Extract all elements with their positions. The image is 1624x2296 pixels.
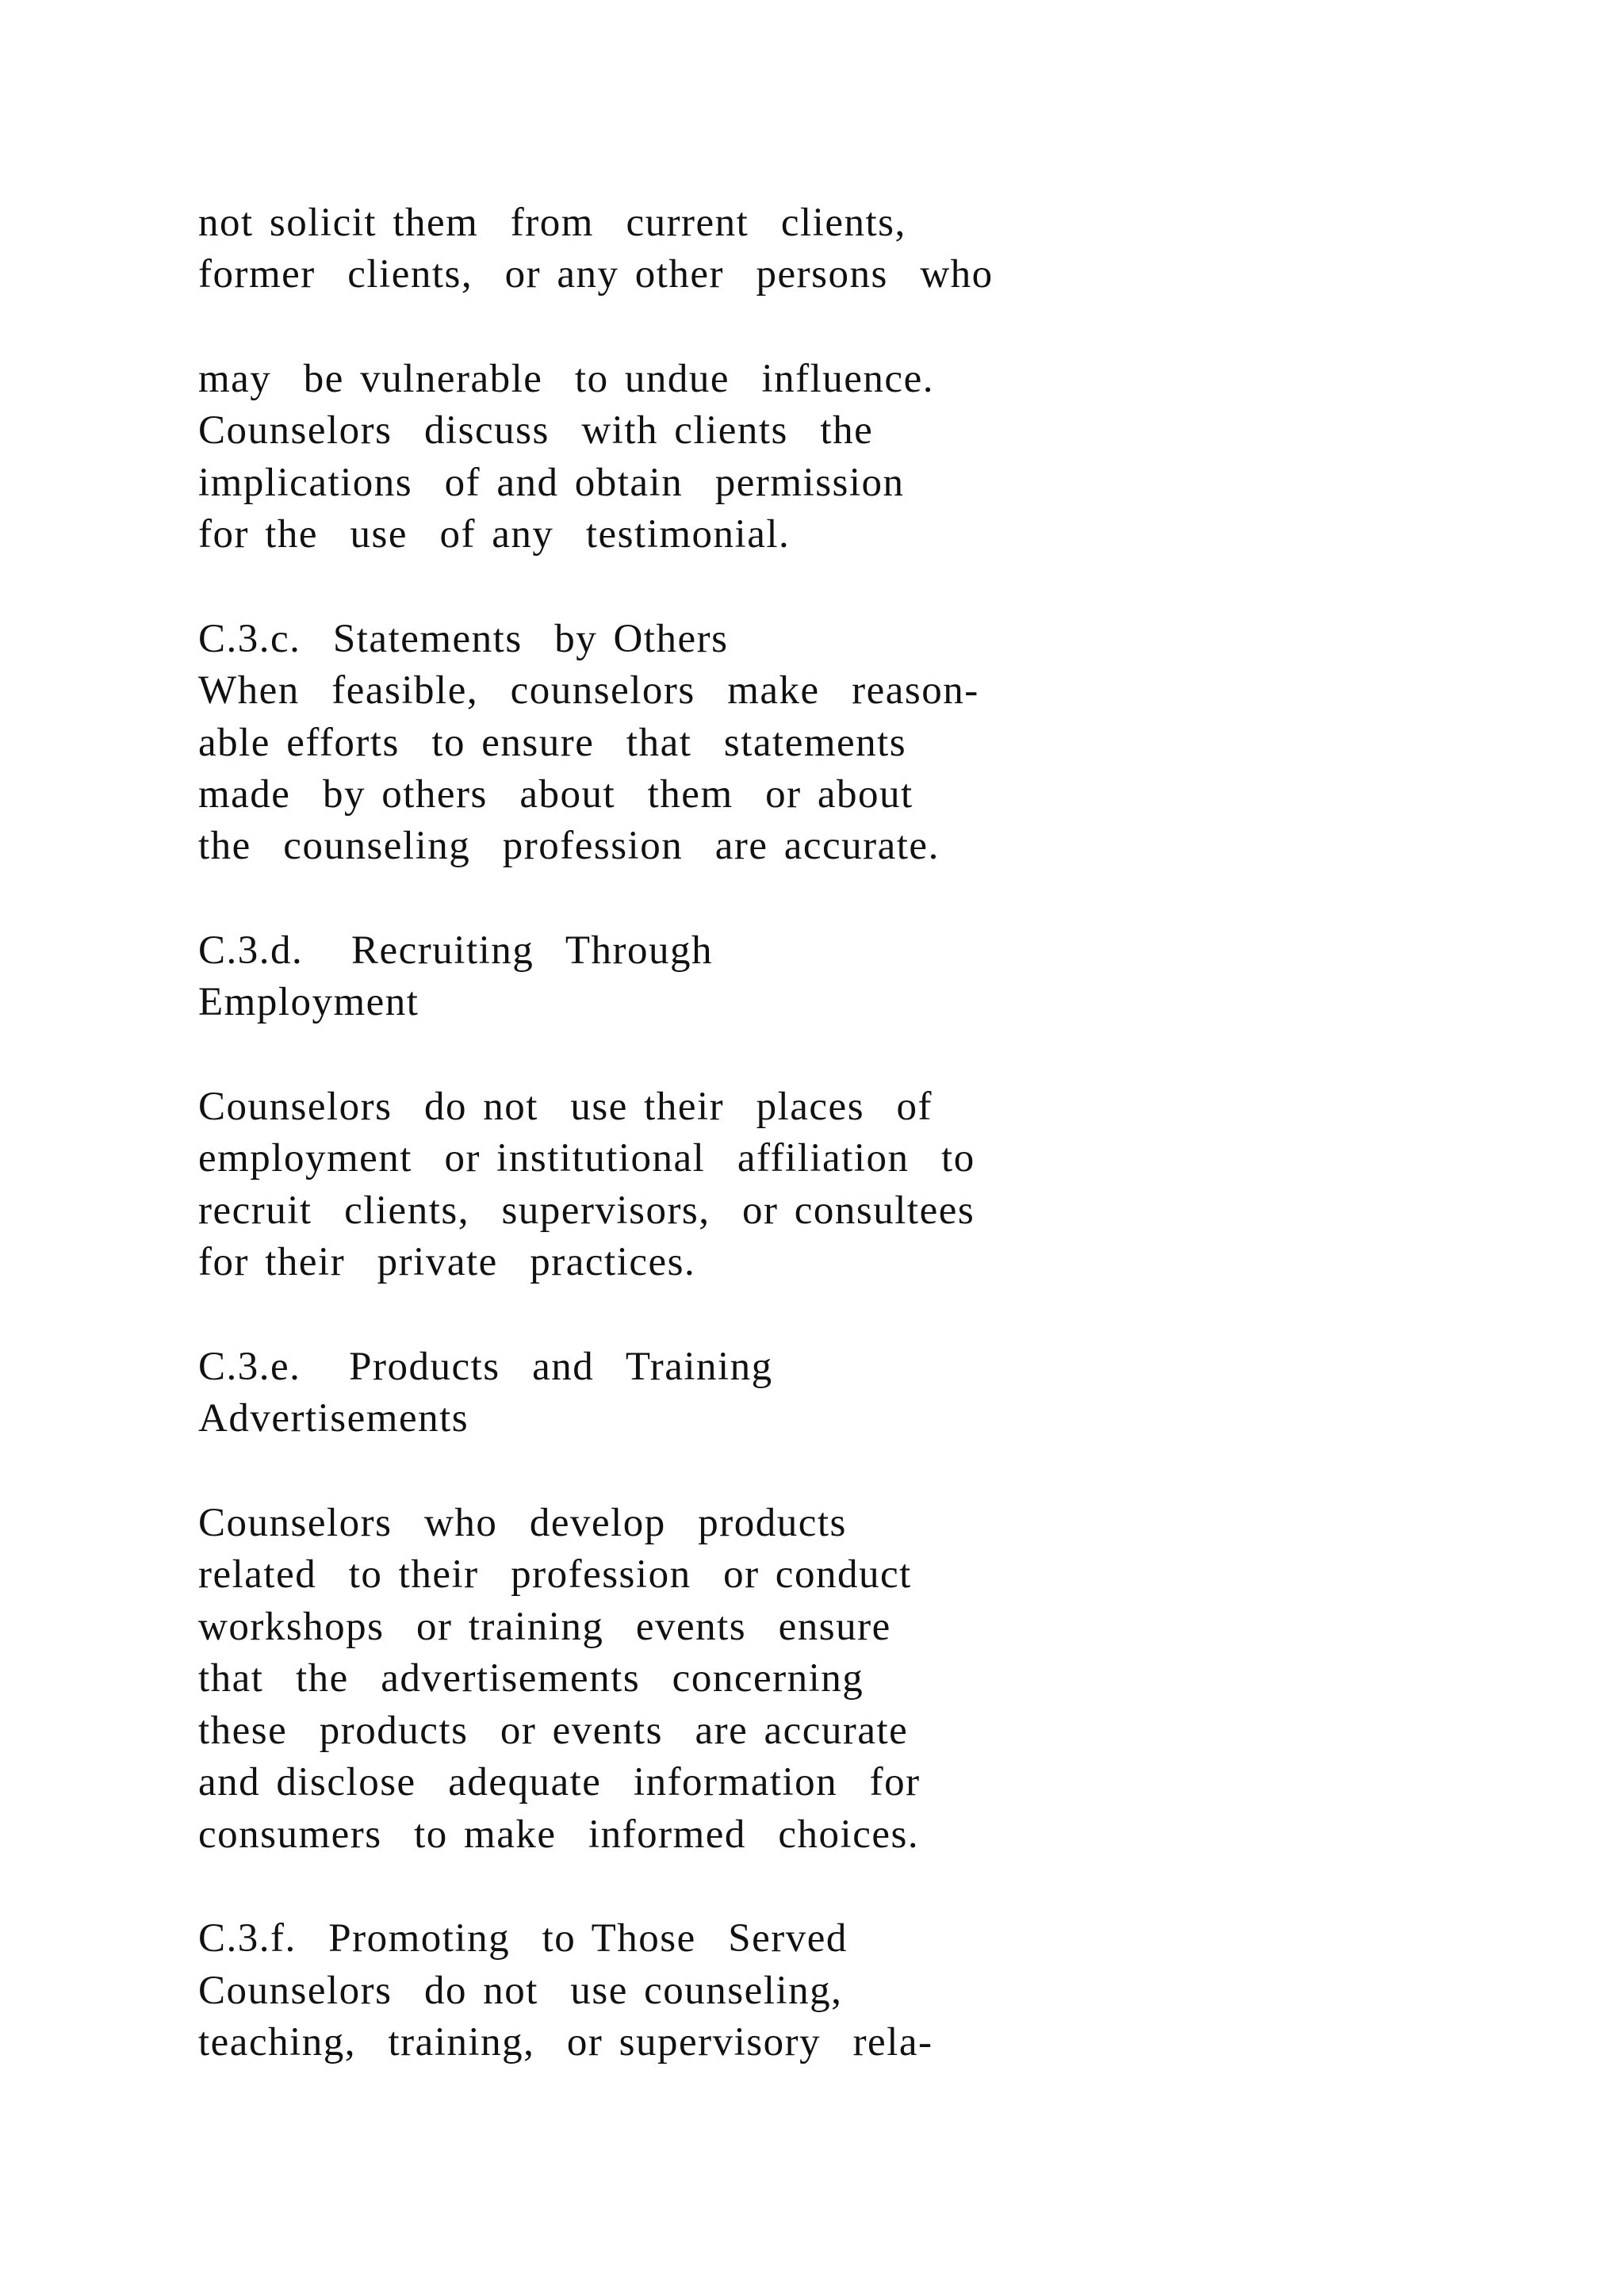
text-line: for the use of any testimonial. <box>198 512 791 557</box>
section-heading: C.3.f. Promoting to Those Served <box>198 1916 848 1961</box>
text-line: for their private practices. <box>198 1240 696 1284</box>
section-heading: C.3.c. Statements by Others <box>198 617 729 661</box>
text-line: former clients, or any other persons who <box>198 252 994 297</box>
text-line: When feasible, counselors make reason- <box>198 668 979 713</box>
text-line: may be vulnerable to undue influence. <box>198 357 934 401</box>
text-line: and disclose adequate information for <box>198 1760 921 1804</box>
section-heading: Advertisements <box>198 1396 469 1441</box>
text-line: that the advertisements concerning <box>198 1656 864 1701</box>
text-line: employment or institutional affiliation to <box>198 1136 975 1181</box>
text-line: Counselors discuss with clients the <box>198 408 874 453</box>
text-line: Counselors do not use their places of <box>198 1085 933 1129</box>
text-line: these products or events are accurate <box>198 1709 909 1753</box>
text-line: consumers to make informed choices. <box>198 1812 920 1857</box>
section-heading: Employment <box>198 980 419 1024</box>
text-line: teaching, training, or supervisory rela- <box>198 2020 933 2064</box>
text-line: the counseling profession are accurate. <box>198 824 940 868</box>
text-line: able efforts to ensure that statements <box>198 721 907 765</box>
text-line: workshops or training events ensure <box>198 1605 891 1649</box>
text-line: Counselors who develop products <box>198 1501 847 1545</box>
section-heading: C.3.d. Recruiting Through <box>198 928 714 973</box>
text-line: Counselors do not use counseling, <box>198 1969 843 2013</box>
text-line: related to their profession or conduct <box>198 1552 912 1597</box>
text-line: recruit clients, supervisors, or consultees <box>198 1188 975 1233</box>
text-line: implications of and obtain permission <box>198 461 905 505</box>
text-line: not solicit them from current clients, <box>198 201 906 245</box>
section-heading: C.3.e. Products and Training <box>198 1345 773 1389</box>
text-line: made by others about them or about <box>198 772 914 817</box>
